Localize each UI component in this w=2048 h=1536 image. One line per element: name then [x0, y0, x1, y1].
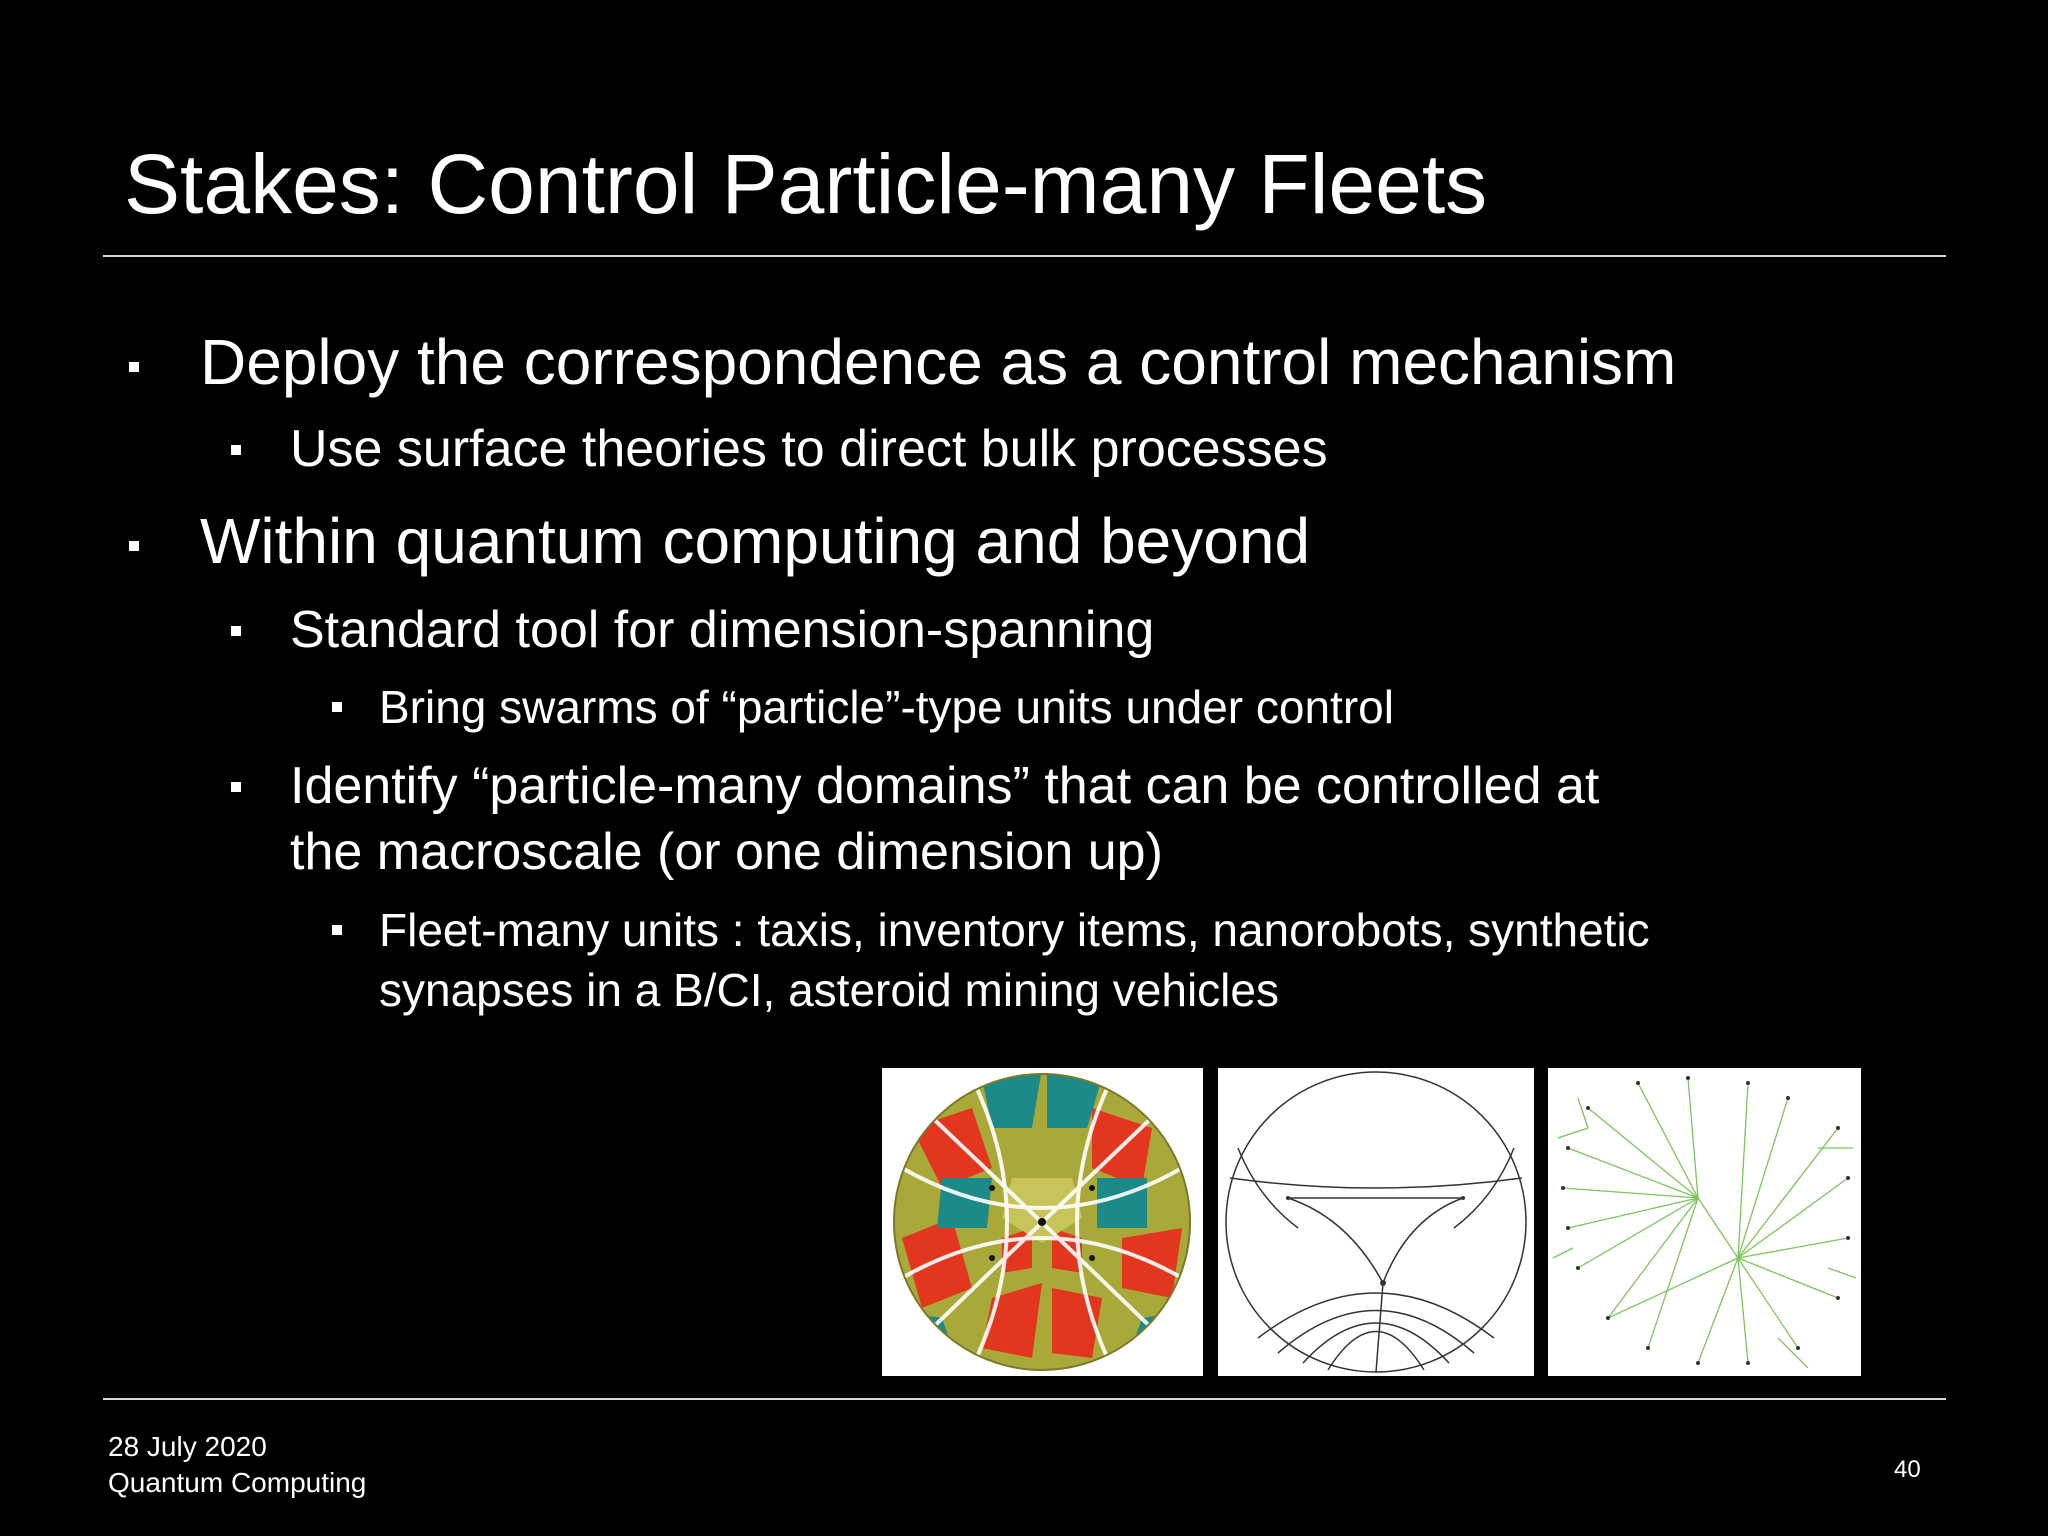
bullet-square-icon — [231, 626, 241, 636]
radial-network-icon — [1548, 1068, 1861, 1376]
bullet-identify-domains: Identify “particle-many domains” that can be controlled at the macroscale (or one dimension up) — [290, 753, 1599, 885]
bullet-square-icon — [129, 541, 139, 551]
bullet-quantum-computing: Within quantum computing and beyond — [200, 503, 1310, 579]
footer-date: 28 July 2020 — [108, 1431, 267, 1462]
page-number: 40 — [1894, 1456, 1921, 1483]
geodesic-disk-icon — [1218, 1068, 1534, 1376]
bullet-square-icon — [332, 702, 342, 712]
footer-topic: Quantum Computing — [108, 1467, 367, 1498]
bullet-square-icon — [129, 362, 139, 372]
bullet-standard-tool: Standard tool for dimension-spanning — [290, 597, 1154, 663]
bullet-square-icon — [332, 925, 342, 935]
radial-tree-graph-image — [1548, 1068, 1861, 1376]
hyperbolic-tessellation-image — [882, 1068, 1203, 1376]
title-divider — [103, 255, 1946, 257]
footer-divider — [103, 1398, 1946, 1400]
bullet-square-icon — [231, 782, 241, 792]
hyperbolic-geometry-diagram-image — [1218, 1068, 1534, 1376]
slide-title: Stakes: Control Particle-many Fleets — [124, 137, 1488, 231]
tessellation-disk-icon — [882, 1068, 1203, 1376]
bullet-square-icon — [231, 445, 241, 455]
bullet-surface-theories: Use surface theories to direct bulk processes — [290, 416, 1328, 482]
bullet-bring-swarms: Bring swarms of “particle”-type units under control — [379, 677, 1394, 737]
bullet-deploy-correspondence: Deploy the correspondence as a control mechanism — [200, 324, 1676, 400]
bullet-fleet-many-units: Fleet-many units : taxis, inventory items, nanorobots, synthetic synapses in a B/CI, asteroid mining vehicles — [379, 900, 1650, 1020]
